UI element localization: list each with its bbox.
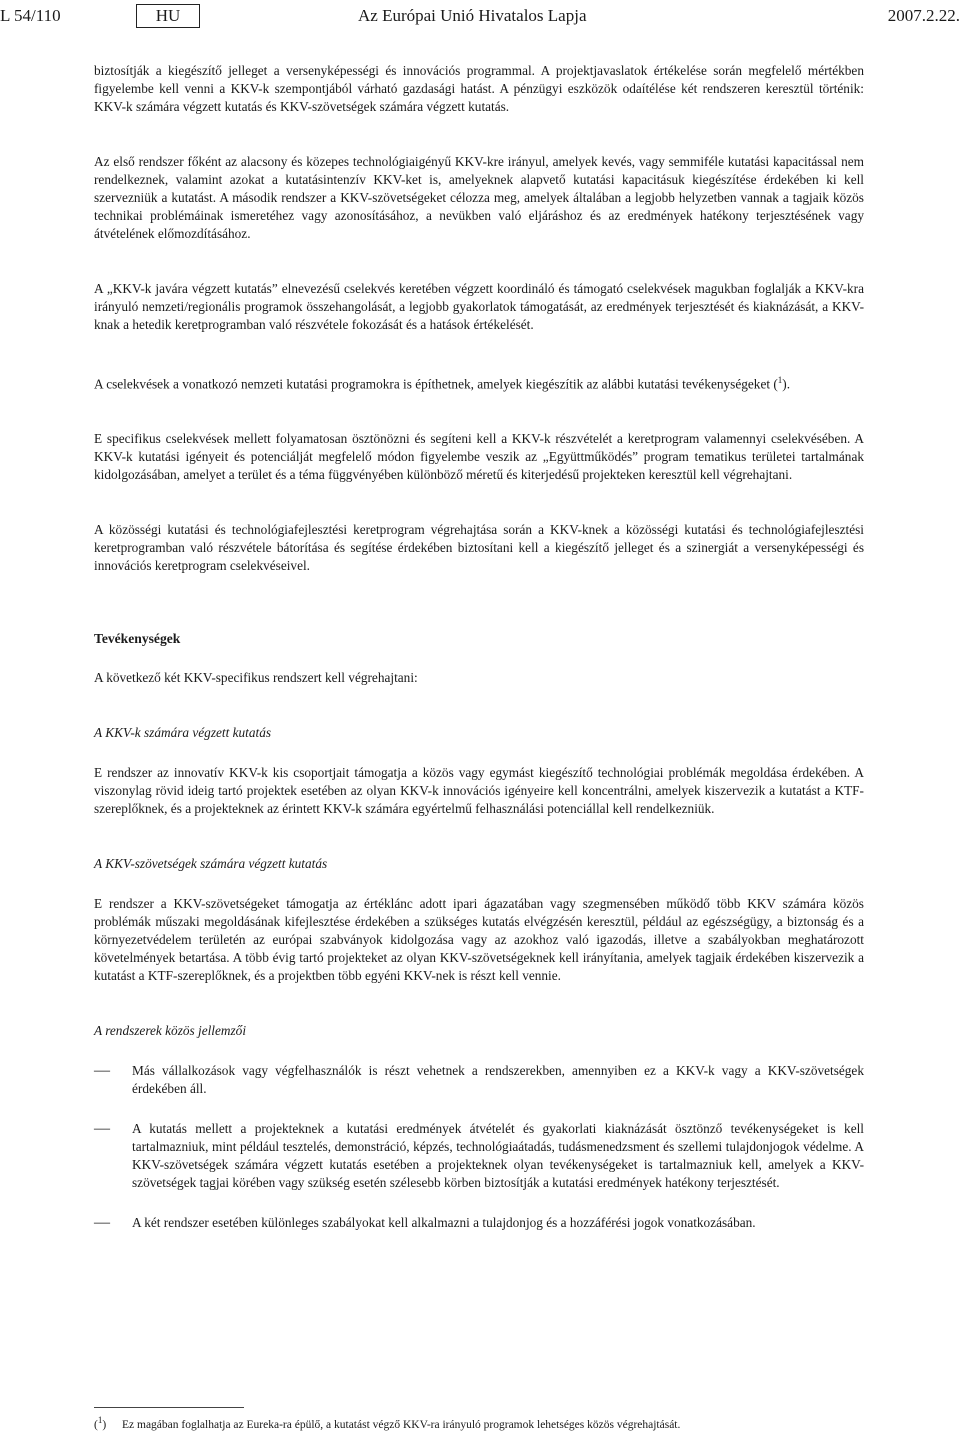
paragraph-4-end: ). (782, 376, 791, 392)
paragraph-4 (94, 371, 864, 393)
footnote-reference[interactable]: 1 (777, 375, 783, 385)
paragraph-2: Az első rendszer főként az alacsony és közepes technológiaigényű KKV-kre irányul, amelyek kevés, vagy semmiféle kutatási kapacitással nem rendelkeznek, valamint azokat a kutatásintenzív KKV-ket is, amelyeknek alapvető kutatási kapacitásuk kiegészítése érdekében ki kell szervezniük a kutatást. A második rendszer a KKV-szövetségeket célozza meg, amelyek általában a legjobb helyzetben vannak a tagjaik közös technikai problémáinak ismeretéhez vagy azonosításához, a nevükben való eljáráshoz és az eredmények hatékony terjesztésének vagy átvételének előmozdításához. (94, 154, 864, 241)
list-item-text: Más vállalkozások vagy végfelhasználók is részt vehetnek a rendszerekben, amennyiben ez a KKV-k vagy a KKV-szövetségek érdekében áll. (132, 1063, 864, 1097)
list-item (94, 1214, 864, 1232)
dash-bullet: — (94, 1120, 110, 1138)
subsection-2-text: E rendszer a KKV-szövetségeket támogatja az értéklánc adott ipari ágazatában vagy szegmensében működő több KKV számára közös problémák műszaki megoldásának kifejlesztése érdekében a szükséges kutatás elvégzésén keresztül, például az egészségügy, a biztonság és a környezetvédelem területén az európai szabványok kidolgozása vagy az azokhoz való igazodás, illetve a szabályokban meghatározott követelmények betartása. A több évig tartó projekteket az olyan KKV-szövetségeknek kell irányítania, amelyek tagjaik érdekében kiszervezik a kutatást a KTF-szereplőknek, és a projektben több egyéni KKV-nek is részt kell vennie. (94, 896, 864, 984)
dash-bullet: — (94, 1214, 110, 1232)
publication-date: 2007.2.22. (887, 6, 960, 25)
footnote-mark-open: ( (94, 1418, 98, 1431)
paragraph-4-text: A cselekvések a vonatkozó nemzeti kutatási programokra is építhetnek, amelyek kiegészítik az alábbi kutatási tevékenységeket ( (94, 376, 778, 392)
paragraph-3: A „KKV-k javára végzett kutatás” elnevezésű cselekvés keretében végzett koordináló és támogató cselekvések magukban foglalják a KKV-kra irányuló nemzeti/regionális programok összehangolását, a legjobb gyakorlatok támogatását, az eredmények terjesztését és kiaknázását, a KKV-knak a hetedik keretprogramban való részvétele fokozását és a hatások értékelését. (94, 281, 864, 332)
footnote-mark (94, 1413, 122, 1433)
footnote-text: Ez magában foglalhatja az Eureka-ra épülő, a kutatást végző KKV-ra irányuló programok lehetséges közös végrehajtását. (122, 1418, 681, 1431)
list-item (94, 1062, 864, 1098)
journal-title: Az Európai Unió Hivatalos Lapja (358, 6, 587, 25)
subsection-1-text: E rendszer az innovatív KKV-k kis csoportjait támogatja a közös vagy egymást kiegészítő technológiai problémák megoldása érdekében. A viszonylag rövid ideig tartó projektek esetében az olyan KKV-k innovációs igényeire kell koncentrálni, amelyek kiszervezik a kutatást a KTF-szereplőknek, és a projekteknek az érintett KKV-k számára egyértelmű felhasználási potenciállal kell rendelkezniük. (94, 765, 864, 817)
paragraph-1: biztosítják a kiegészítő jelleget a versenyképességi és innovációs programmal. A projektjavaslatok értékelése során megfelelő mértékben figyelembe kell venni a KKV-k szempontjából várható gazdasági hatást. A pénzügyi eszközök odaítélése két rendszeren keresztül történik: KKV-k számára végzett kutatás és KKV-szövetségek számára végzett kutatás. (94, 63, 864, 114)
language-badge: HU (136, 4, 200, 28)
paragraph-5: E specifikus cselekvések mellett folyamatosan ösztönözni és segíteni kell a KKV-k részvételét a keretprogram valamennyi cselekvésében. A KKV-k kutatási igényeit és potenciálját megfelelő módon figyelembe veszik az „Együttműködés” program tematikus területei tartalmának kidolgozásában, amelyet a terület és a téma függvényében különböző méretű és kiterjedésű projekteken keresztül kell végrehajtani. (94, 431, 864, 483)
page-reference: L 54/110 (0, 6, 61, 25)
footnote (94, 1413, 864, 1433)
footnote-mark-number: 1 (97, 1415, 103, 1425)
list-item-text: A kutatás mellett a projekteknek a kutatási eredmények átvételét és gyakorlati kiaknázását ösztönző tevékenységeket is kell tartalmazniuk, mint például tesztelés, demonstráció, képzés, technológiaátadás, tudásmenedzsment és szellemi tulajdonjogok védelme. A KKV-szövetségek számára végzett kutatás esetében a projekteknek olyan tevékenységeket is tartalmazniuk kell, amelyek a KKV-szövetségek tagjai körében vagy szükség esetén szélesebb körben biztosítják a kutatási eredmények hatékony terjesztését. (132, 1121, 864, 1191)
subheading-common-features: A rendszerek közös jellemzői (94, 1023, 247, 1039)
footnote-divider (94, 1407, 244, 1408)
paragraph-6: A közösségi kutatási és technológiafejlesztési keretprogram végrehajtása során a KKV-knek a közösségi kutatási és technológiafejlesztési keretprogramban való részvétele bátorítása és segítése érdekében biztosítani kell a kiegészítő jelleget és a szinergiát a versenyképességi és innovációs keretprogram cselekvéseivel. (94, 522, 864, 574)
subheading-kkv-research: A KKV-k számára végzett kutatás (94, 725, 272, 741)
section-intro: A következő két KKV-specifikus rendszert kell végrehajtani: (94, 670, 418, 686)
page-header (0, 4, 960, 28)
list-item (94, 1120, 864, 1192)
list-item-text: A két rendszer esetében különleges szabályokat kell alkalmazni a tulajdonjog és a hozzáférési jogok vonatkozásában. (132, 1215, 756, 1231)
footnote-mark-close: ) (102, 1418, 107, 1431)
document-body (94, 62, 864, 1254)
subheading-association-research: A KKV-szövetségek számára végzett kutatás (94, 856, 328, 872)
section-heading: Tevékenységek (94, 631, 181, 647)
dash-bullet: — (94, 1062, 110, 1080)
